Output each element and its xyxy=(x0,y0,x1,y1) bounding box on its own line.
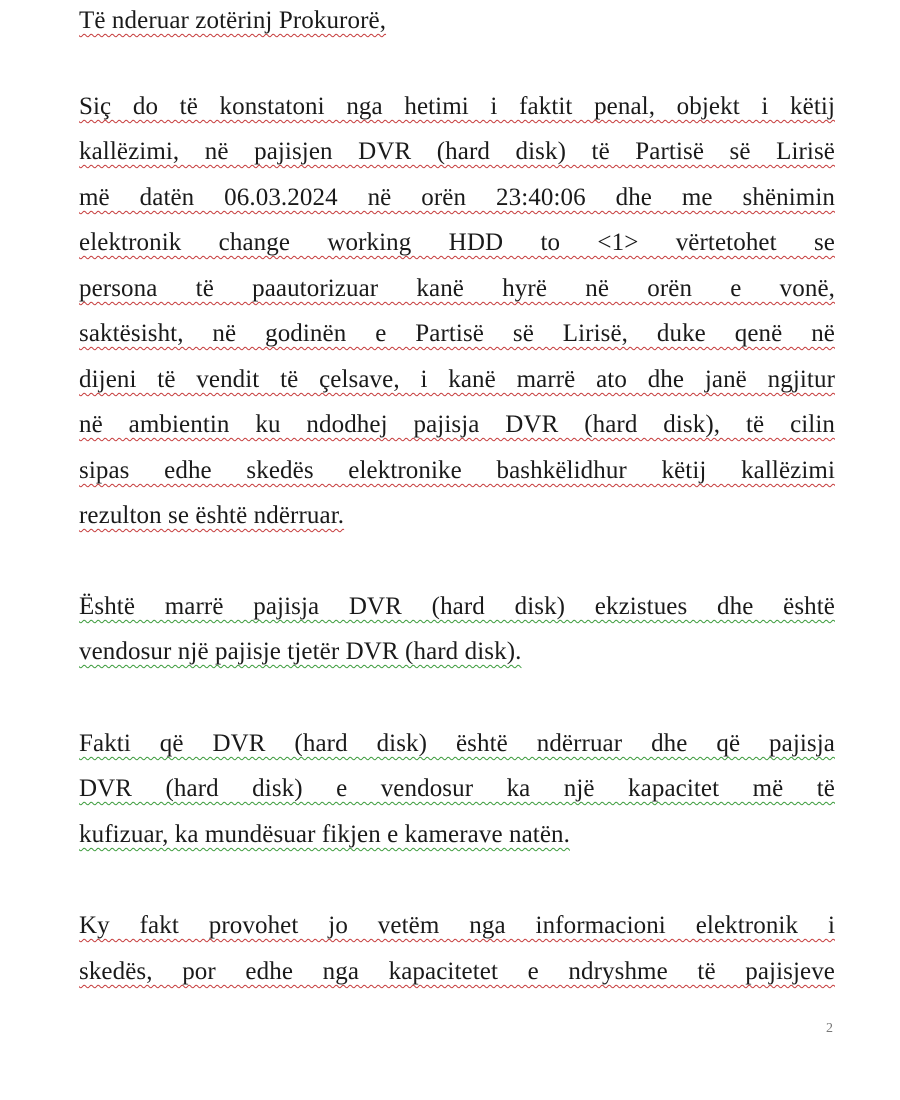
salutation: Të nderuar zotërinj Prokurorë, xyxy=(79,7,387,34)
paragraph-2-line-2: vendosur një pajisje tjetër DVR (hard disk). xyxy=(79,638,522,665)
paragraph-1-line-7: dijeni të vendit të çelsave, i kanë marrë ato dhe janë ngjitur xyxy=(79,366,835,393)
paragraph-1-line-10: rezulton se është ndërruar. xyxy=(79,502,345,529)
paragraph-1-line-6: saktësisht, në godinën e Partisë së Lirisë, duke qenë në xyxy=(79,320,835,347)
paragraph-1-line-5: persona të paautorizuar kanë hyrë në orën e vonë, xyxy=(79,275,835,302)
paragraph-3-line-1: Fakti që DVR (hard disk) është ndërruar dhe që pajisja xyxy=(79,730,835,757)
paragraph-4-line-2: skedës, por edhe nga kapacitetet e ndryshme të pajisjeve xyxy=(79,958,835,985)
paragraph-3-line-2: DVR (hard disk) e vendosur ka një kapacitet më të xyxy=(79,775,835,802)
paragraph-3-line-3: kufizuar, ka mundësuar fikjen e kamerave natën. xyxy=(79,821,570,848)
paragraph-1-line-9: sipas edhe skedës elektronike bashkëlidhur këtij kallëzimi xyxy=(79,457,835,484)
page-number: 2 xyxy=(826,1021,833,1036)
paragraph-4-line-1: Ky fakt provohet jo vetëm nga informacioni elektronik i xyxy=(79,912,835,939)
paragraph-2-line-1: Është marrë pajisja DVR (hard disk) ekzistues dhe është xyxy=(79,593,835,620)
paragraph-1-line-8: në ambientin ku ndodhej pajisja DVR (hard disk), të cilin xyxy=(79,411,835,438)
paragraph-1-line-3: më datën 06.03.2024 në orën 23:40:06 dhe me shënimin xyxy=(79,184,835,211)
paragraph-1-line-1: Siç do të konstatoni nga hetimi i faktit penal, objekt i këtij xyxy=(79,93,835,120)
paragraph-1-line-4: elektronik change working HDD to <1> vërtetohet se xyxy=(79,229,835,256)
paragraph-1-line-2: kallëzimi, në pajisjen DVR (hard disk) të Partisë së Lirisë xyxy=(79,138,835,165)
